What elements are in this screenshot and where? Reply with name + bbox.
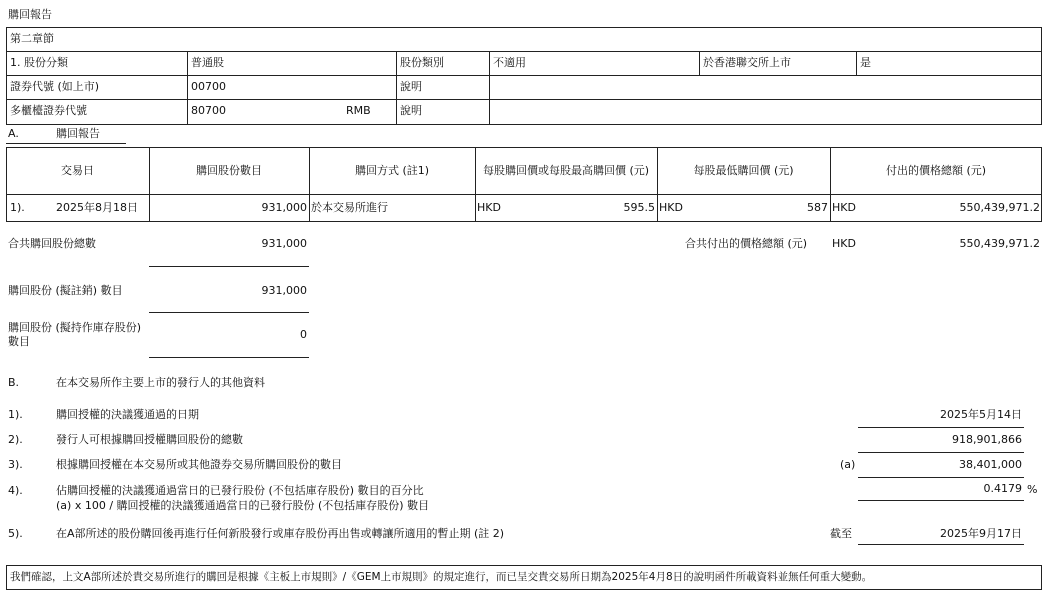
item-value: 2025年9月17日 (940, 527, 1022, 540)
item-tag: (a) (840, 458, 856, 471)
item-text: 在A部所述的股份購回後再進行任何新股發行或庫存股份再出售或轉讓所適用的暫止期 (註 2) (56, 527, 505, 540)
treasury-label-line2: 數目 (8, 335, 30, 348)
cancel-value: 931,000 (261, 284, 307, 297)
item-text: 購回授權的決議獲通過的日期 (56, 408, 199, 421)
item-text: 根據購回授權在本交易所或其他證券交易所購回股份的數目 (56, 458, 342, 471)
total-paid-label: 合共付出的價格總額 (元) (685, 237, 808, 250)
shares-repurchased: 931,000 (261, 201, 307, 214)
lowest-price: 587 (807, 201, 828, 214)
item-text: 發行人可根據購回授權購回股份的總數 (56, 433, 243, 446)
item-value: 0.4179 (983, 482, 1022, 495)
divider (699, 51, 700, 75)
divider (6, 75, 1042, 76)
treasury-label: 購回股份 (擬持作庫存股份) (8, 321, 142, 334)
divider (856, 51, 857, 75)
column-header: 每股購回價或每股最高購回價 (元) (482, 164, 650, 177)
divider (149, 312, 309, 313)
divider (6, 99, 1042, 100)
divider (858, 500, 1024, 501)
share-class-value: 普通股 (191, 56, 224, 69)
total-paid: 550,439,971.2 (959, 201, 1040, 214)
listed-value: 是 (860, 56, 871, 69)
currency: HKD (832, 201, 856, 214)
multi-counter-value: 80700 (191, 104, 226, 117)
divider (858, 427, 1024, 428)
divider (187, 51, 188, 125)
item-value: 2025年5月14日 (940, 408, 1022, 421)
info-table (6, 27, 1042, 125)
stock-code-label: 證券代號 (如上市) (10, 80, 100, 93)
description-label: 說明 (400, 80, 422, 93)
cancel-label: 購回股份 (擬註銷) 數目 (8, 284, 123, 297)
repurchase-method: 於本交易所進行 (311, 201, 388, 214)
share-type-label: 股份類別 (400, 56, 444, 69)
column-header: 購回方式 (註1) (354, 164, 430, 177)
divider (149, 266, 309, 267)
section-b-letter: B. (8, 376, 20, 389)
divider (6, 143, 126, 144)
item-text: 佔購回授權的決議獲通過當日的已發行股份 (不包括庫存股份) 數目的百分比 (56, 484, 424, 497)
total-shares-label: 合共購回股份總數 (8, 237, 96, 250)
divider (657, 147, 658, 222)
section-a-title: 購回報告 (56, 127, 100, 140)
divider (858, 477, 1024, 478)
divider (830, 147, 831, 222)
section-b-title: 在本交易所作主要上市的發行人的其他資料 (56, 376, 265, 389)
divider (309, 147, 310, 222)
percent-unit: % (1027, 483, 1038, 496)
column-header: 交易日 (61, 164, 94, 177)
highest-price: 595.5 (623, 201, 655, 214)
currency: HKD (832, 237, 856, 250)
divider (149, 357, 309, 358)
row-index: 1). (10, 201, 25, 214)
divider (858, 452, 1024, 453)
description-label: 說明 (400, 104, 422, 117)
column-header: 每股最低購回價 (元) (693, 164, 794, 177)
currency: HKD (659, 201, 683, 214)
divider (858, 544, 1024, 545)
divider (6, 51, 1042, 52)
formula-text: (a) x 100 / 購回授權的決議獲通過當日的已發行股份 (不包括庫存股份) 數目 (56, 499, 430, 512)
item-value: 38,401,000 (959, 458, 1022, 471)
item-index: 4). (8, 484, 23, 497)
column-header: 付出的價格總額 (元) (885, 164, 987, 177)
item-index: 2). (8, 433, 23, 446)
item-tag: 截至 (830, 527, 852, 540)
column-header: 購回股份數目 (196, 164, 262, 177)
item-index: 5). (8, 527, 23, 540)
item-index: 1). (8, 408, 23, 421)
divider (396, 51, 397, 125)
listed-label: 於香港聯交所上市 (703, 56, 791, 69)
stock-code-value: 00700 (191, 80, 226, 93)
divider (475, 147, 476, 222)
confirmation-text: 我們確認，上文A部所述於貴交易所進行的購回是根據《主板上市規則》/《GEM上市規則》的規定進行，而已呈交貴交易所日期為2025年4月8日的說明函件所載資料並無任何重大變動。 (10, 571, 873, 583)
item-value: 918,901,866 (952, 433, 1022, 446)
treasury-value: 0 (300, 328, 307, 341)
chapter-label: 第二章節 (10, 32, 54, 45)
divider (6, 194, 1042, 195)
multi-counter-currency: RMB (346, 104, 371, 117)
share-class-label: 1. 股份分類 (10, 56, 68, 69)
currency: HKD (477, 201, 501, 214)
share-type-value: 不適用 (493, 56, 526, 69)
trade-date: 2025年8月18日 (56, 201, 138, 214)
total-shares-value: 931,000 (261, 237, 307, 250)
multi-counter-label: 多櫃檯證券代號 (10, 104, 87, 117)
total-paid-value: 550,439,971.2 (959, 237, 1040, 250)
doc-title: 購回報告 (8, 8, 52, 21)
item-index: 3). (8, 458, 23, 471)
divider (489, 51, 490, 125)
section-a-letter: A. (8, 127, 19, 140)
